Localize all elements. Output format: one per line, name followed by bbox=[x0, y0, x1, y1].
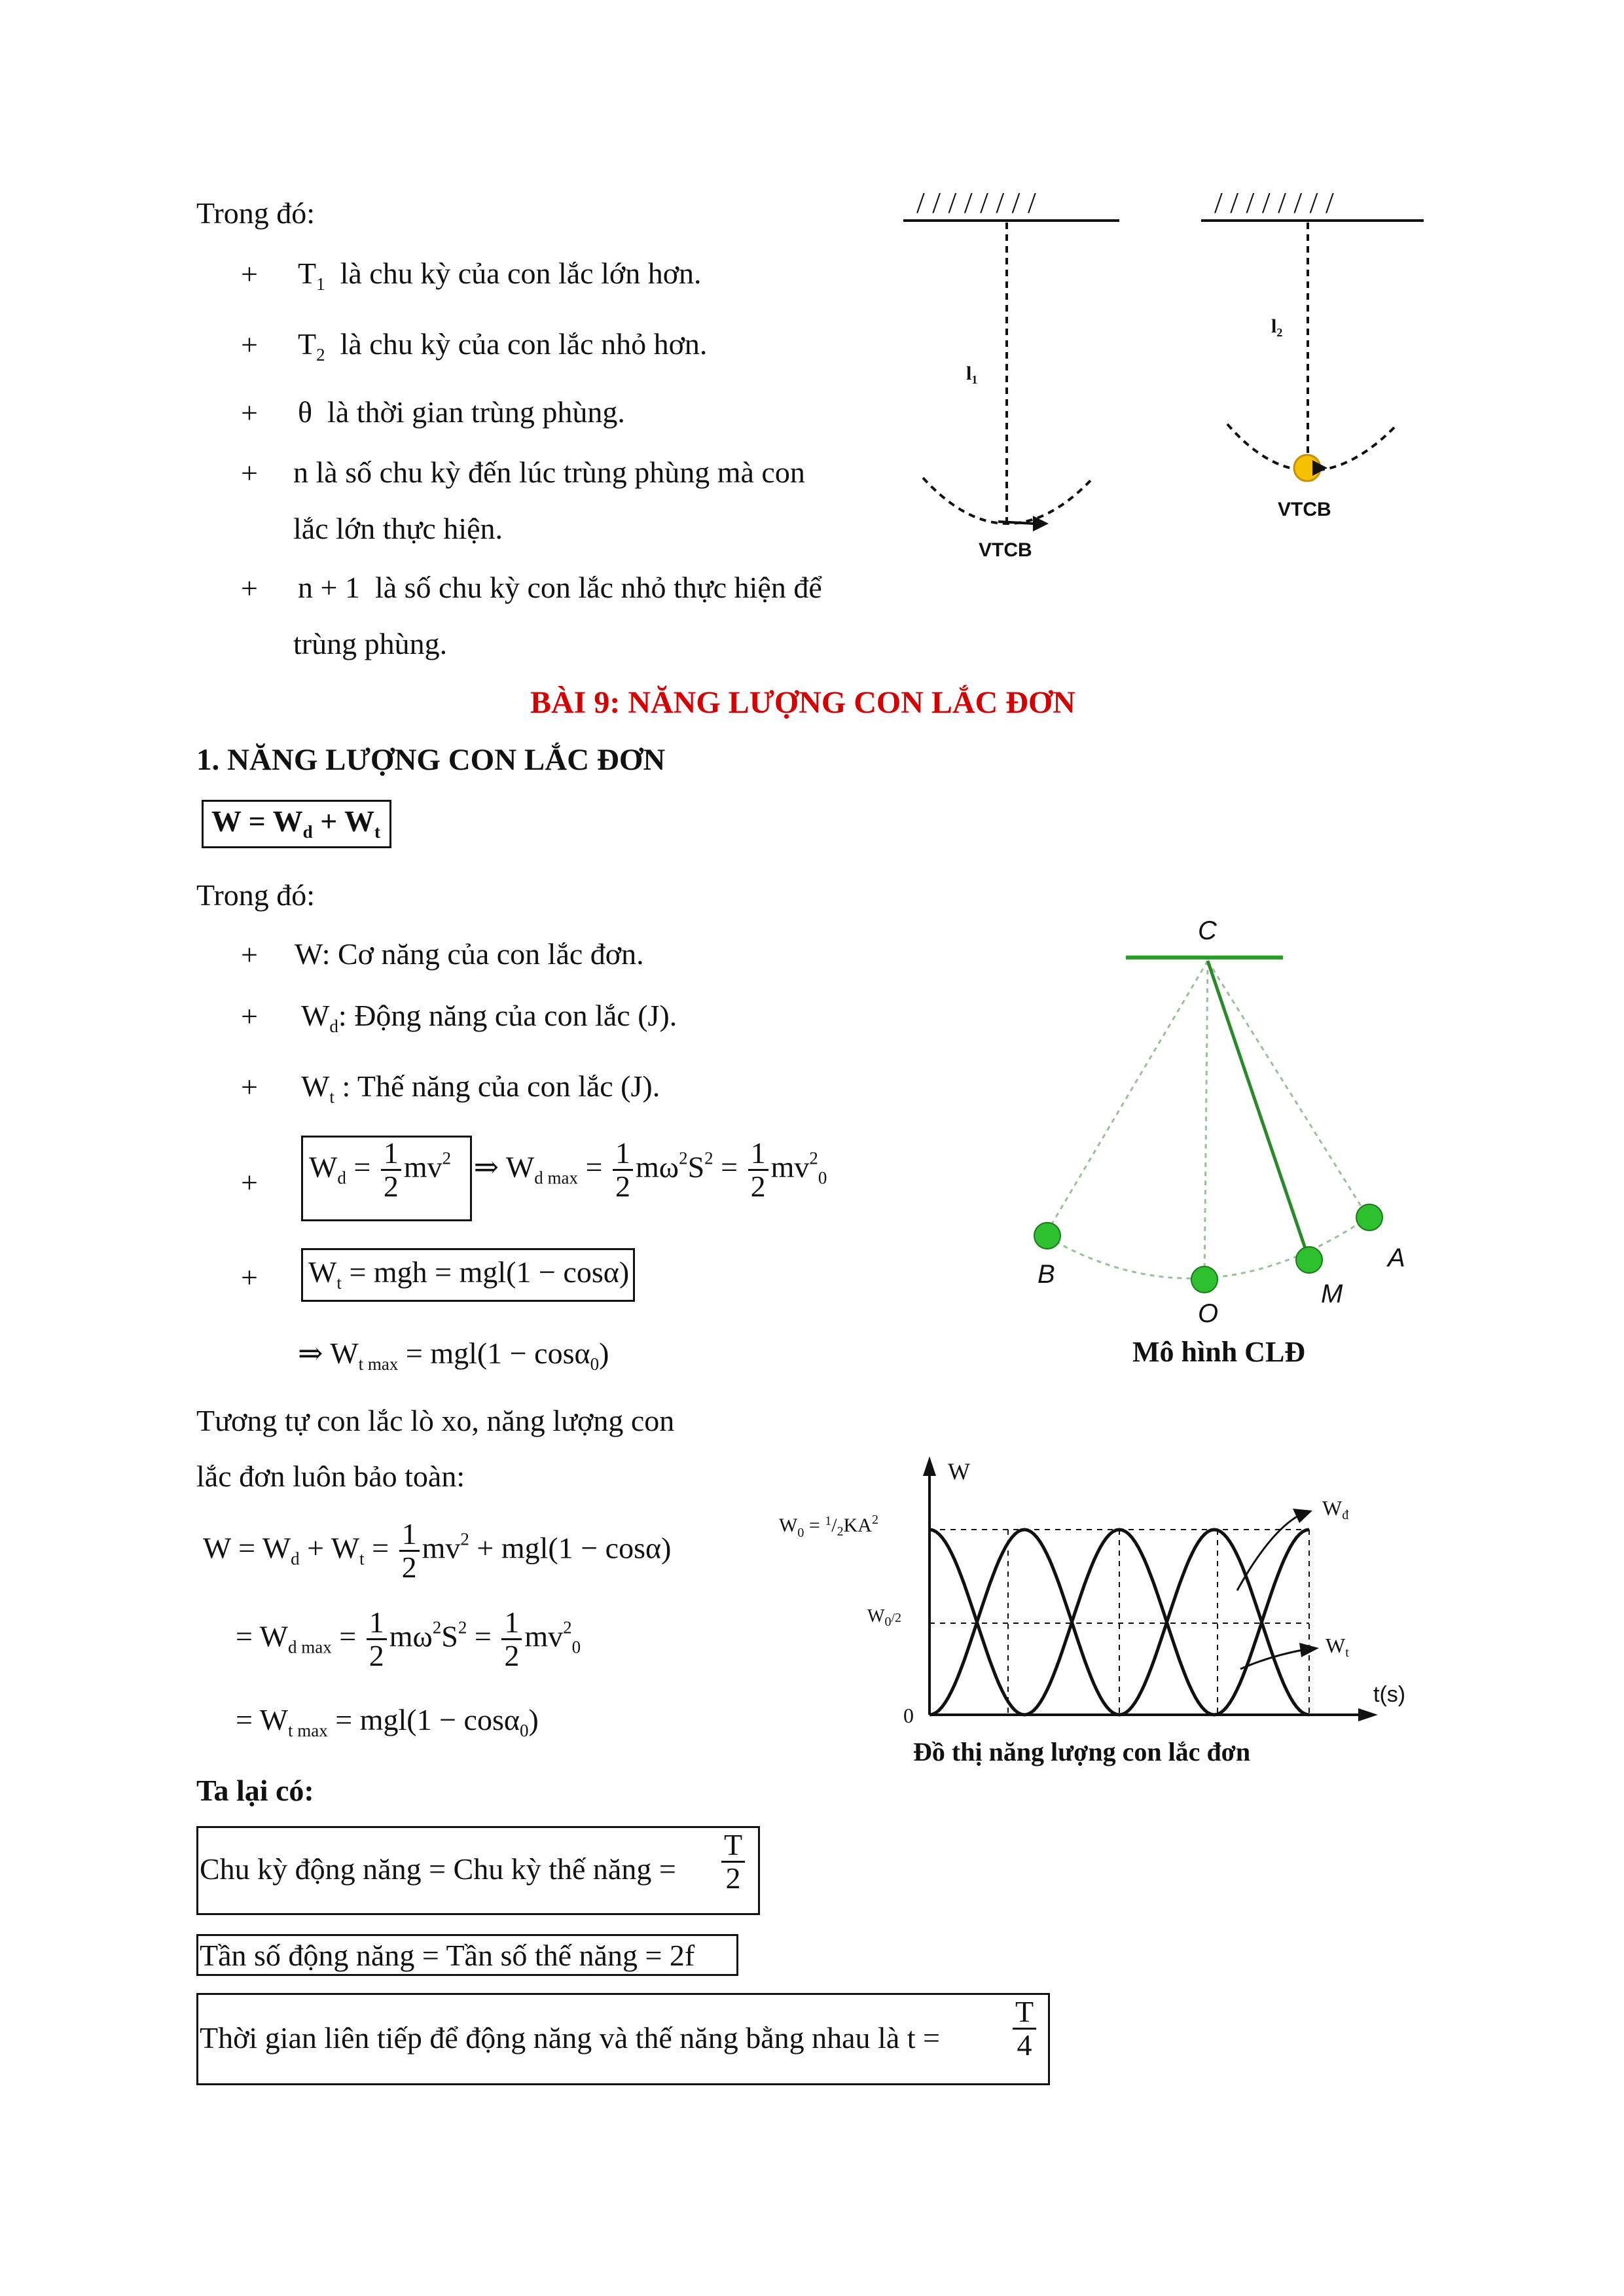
bob-a bbox=[1356, 1204, 1382, 1230]
lesson-title: BÀI 9: NĂNG LƯỢNG CON LẮC ĐƠN bbox=[530, 685, 1075, 720]
wt-label: Wt bbox=[1326, 1634, 1349, 1660]
l1-label: $l_1$ bbox=[966, 363, 978, 386]
bob-m bbox=[1296, 1247, 1322, 1273]
ceiling-hatch: / / / / / / / / bbox=[1214, 186, 1334, 219]
energy-graph bbox=[772, 1453, 1427, 1780]
kinetic-formula: $W_d$ = $\frac{1}{2}$ $mv^2$ ⇒ $W_{d max}$ = $\frac{1}{2}$ $m\omega^2S^2$ = $\frac{1}{2}$ $mv^2_0$ bbox=[309, 1136, 827, 1204]
point-m-label: M bbox=[1321, 1280, 1343, 1308]
conservation-formula-1: $W = W_d + W_t$ = $\frac{1}{2}$ $mv^2 + mgl(1 - \cos\alpha)$ bbox=[203, 1517, 672, 1585]
arrow-icon bbox=[923, 1456, 936, 1476]
two-pendulum-figure bbox=[903, 183, 1447, 589]
graph-caption: Đồ thị năng lượng con lắc đơn bbox=[913, 1737, 1251, 1767]
wd-label: Wđ bbox=[1322, 1496, 1349, 1522]
point-a-label: A bbox=[1388, 1244, 1405, 1272]
equal-energy-time-box: Thời gian liên tiếp để động năng và thế năng bằng nhau là t = $\frac{T}{4}$ bbox=[196, 1993, 1050, 2085]
potential-max-formula: ⇒ $W_{t max} = mgl(1 - \cos\alpha_0)$ bbox=[298, 1336, 609, 1374]
section-heading: 1. NĂNG LƯỢNG CON LẮC ĐƠN bbox=[196, 743, 666, 777]
conservation-formula-2: = $W_{d max}$ = $\frac{1}{2}$ $m\omega^2S^2$ = $\frac{1}{2}$ $mv^2_0$ bbox=[236, 1605, 581, 1673]
intro-text: Trong đó: bbox=[196, 878, 316, 912]
point-o-label: O bbox=[1198, 1299, 1219, 1328]
w0-half-label: $W_0^{/2}$ bbox=[867, 1606, 901, 1629]
arrow-icon bbox=[1358, 1708, 1378, 1721]
ceiling-hatch: / / / / / / / / bbox=[916, 186, 1036, 219]
conservation-text: Tương tự con lắc lò xo, năng lượng con bbox=[196, 1404, 675, 1437]
arrow-icon bbox=[1033, 516, 1049, 531]
vtcb-label-left: VTCB bbox=[979, 539, 1032, 561]
potential-formula-box: $W_t$ = mgh = mgl(1 − cosα) bbox=[301, 1248, 635, 1302]
conservation-formula-3: = $W_{t max} = mgl(1 - \cos\alpha_0)$ bbox=[236, 1703, 539, 1740]
conservation-text: lắc đơn luôn bảo toàn: bbox=[196, 1460, 465, 1493]
t-axis-label: t(s) bbox=[1373, 1682, 1406, 1707]
figure-caption: Mô hình CLĐ bbox=[1132, 1336, 1306, 1368]
intro-text: Trong đó: bbox=[196, 196, 316, 230]
w-axis-label: W bbox=[948, 1458, 970, 1484]
frequency-box: Tần số động năng = Tần số thế năng = 2f bbox=[196, 1934, 738, 1976]
vtcb-label-right: VTCB bbox=[1278, 499, 1331, 520]
point-c-label: C bbox=[1198, 916, 1217, 945]
period-box: Chu kỳ động năng = Chu kỳ thế năng = $\frac{T}{2}$ bbox=[196, 1826, 760, 1915]
bob-o bbox=[1191, 1266, 1218, 1293]
bob-b bbox=[1034, 1223, 1060, 1249]
arrow-icon bbox=[1293, 1509, 1312, 1523]
energy-formula-box: $W = W_d + W_t$ bbox=[202, 800, 391, 848]
w0-label: $W_0 = ^1/_2KA^2$ bbox=[779, 1513, 878, 1540]
point-b-label: B bbox=[1038, 1260, 1055, 1289]
subheading: Ta lại có: bbox=[196, 1774, 314, 1807]
l2-label: $l_2$ bbox=[1271, 315, 1283, 339]
origin-label: 0 bbox=[903, 1704, 914, 1727]
pendulum-model-figure bbox=[1008, 910, 1466, 1368]
